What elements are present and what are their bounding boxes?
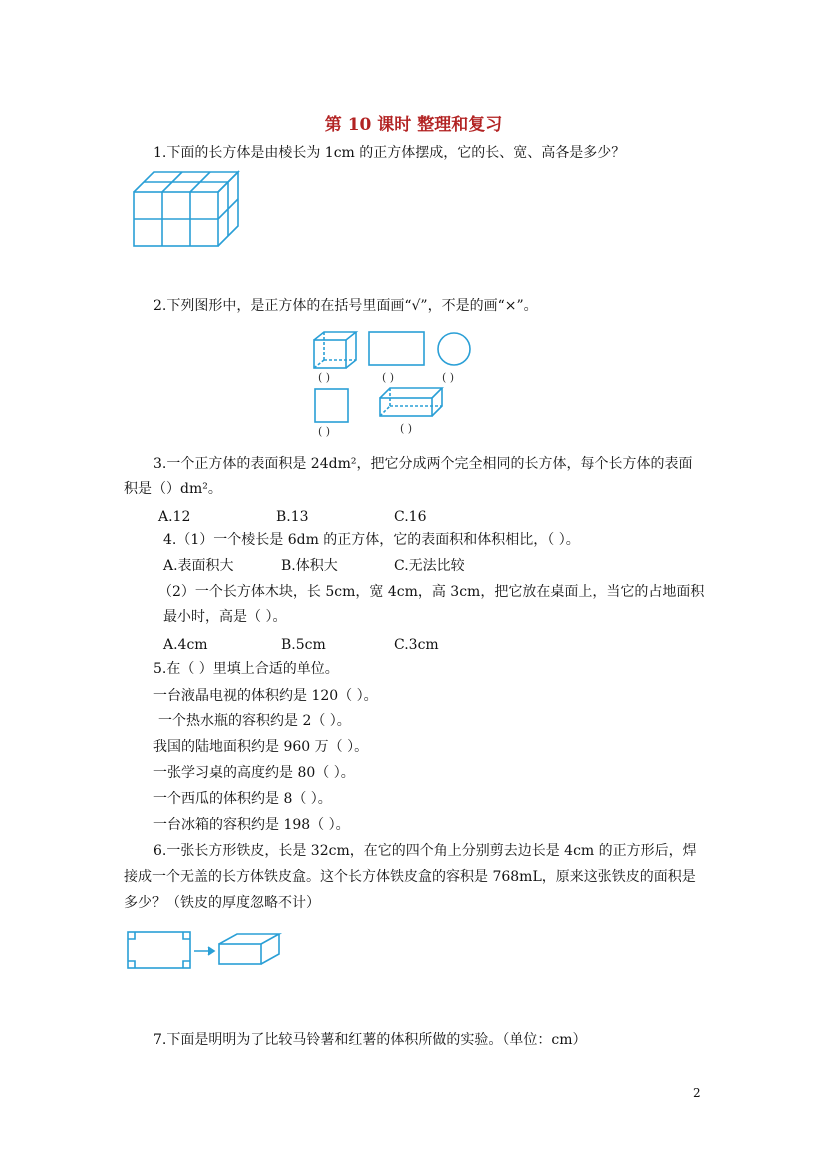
q4-1-option-a[interactable]: A.表面积大	[163, 558, 234, 574]
cube-figure	[312, 330, 358, 370]
q5-item-land-area: 我国的陆地面积约是 960 万（ ）。	[153, 739, 369, 755]
answer-parentheses-1[interactable]: ( )	[318, 371, 331, 384]
question-6-line-3: 多少？（铁皮的厚度忽略不计）	[124, 895, 320, 911]
question-4-part-2-line-2: 最小时，高是（ ）。	[163, 609, 287, 625]
answer-parentheses-4[interactable]: ( )	[318, 425, 331, 438]
answer-parentheses-5[interactable]: ( )	[400, 422, 413, 435]
question-6-line-1: 6.一张长方形铁皮，长是 32cm，在它的四个角上分别剪去边长是 4cm 的正方形后，焊	[153, 843, 697, 859]
circle-figure	[436, 331, 474, 369]
q5-item-thermos: 一个热水瓶的容积约是 2（ ）。	[158, 713, 351, 729]
cuboid-of-cubes-figure	[130, 168, 242, 250]
q4-2-option-b[interactable]: B.5cm	[281, 637, 326, 653]
answer-parentheses-2[interactable]: ( )	[382, 371, 395, 384]
q5-item-tv: 一台液晶电视的体积约是 120（ ）。	[153, 688, 378, 704]
page-number: 2	[693, 1086, 701, 1100]
rectangle-figure	[368, 331, 426, 367]
q4-2-option-c[interactable]: C.3cm	[394, 637, 439, 653]
question-5-intro: 5.在（ ）里填上合适的单位。	[153, 661, 339, 677]
sheet-to-box-figure	[126, 930, 284, 972]
question-1-text: 1.下面的长方体是由棱长为 1cm 的正方体摆成，它的长、宽、高各是多少？	[153, 145, 626, 161]
long-cuboid-figure	[378, 386, 444, 418]
question-4-part-1: 4.（1）一个棱长是 6dm 的正方体，它的表面积和体积相比，（ ）。	[163, 532, 580, 548]
q4-1-option-b[interactable]: B.体积大	[281, 558, 338, 574]
square-figure	[314, 388, 350, 424]
answer-parentheses-3[interactable]: ( )	[442, 371, 455, 384]
q3-option-b[interactable]: B.13	[276, 509, 309, 525]
question-3-line-1: 3.一个正方体的表面积是 24dm²，把它分成两个完全相同的长方体，每个长方体的表面	[153, 456, 693, 472]
q5-item-fridge: 一台冰箱的容积约是 198（ ）。	[153, 817, 350, 833]
question-3-line-2: 积是（）dm²。	[124, 481, 222, 497]
q4-2-option-a[interactable]: A.4cm	[163, 637, 208, 653]
q5-item-desk-height: 一张学习桌的高度约是 80（ ）。	[153, 765, 355, 781]
question-4-part-2-line-1: （2）一个长方体木块，长 5cm，宽 4cm，高 3cm，把它放在桌面上，当它的占地面积	[158, 584, 705, 600]
question-7-text: 7.下面是明明为了比较马铃薯和红薯的体积所做的实验。（单位：cm）	[153, 1032, 587, 1048]
q3-option-c[interactable]: C.16	[394, 509, 427, 525]
q3-option-a[interactable]: A.12	[158, 509, 191, 525]
q5-item-watermelon: 一个西瓜的体积约是 8（ ）。	[153, 791, 332, 807]
question-6-line-2: 接成一个无盖的长方体铁皮盒。这个长方体铁皮盒的容积是 768mL，原来这张铁皮的面积是	[124, 869, 696, 885]
q4-1-option-c[interactable]: C.无法比较	[394, 558, 465, 574]
question-2-text: 2.下列图形中，是正方体的在括号里面画“√”，不是的画“×”。	[153, 298, 538, 314]
page-title: 第 10 课时 整理和复习	[324, 115, 503, 135]
